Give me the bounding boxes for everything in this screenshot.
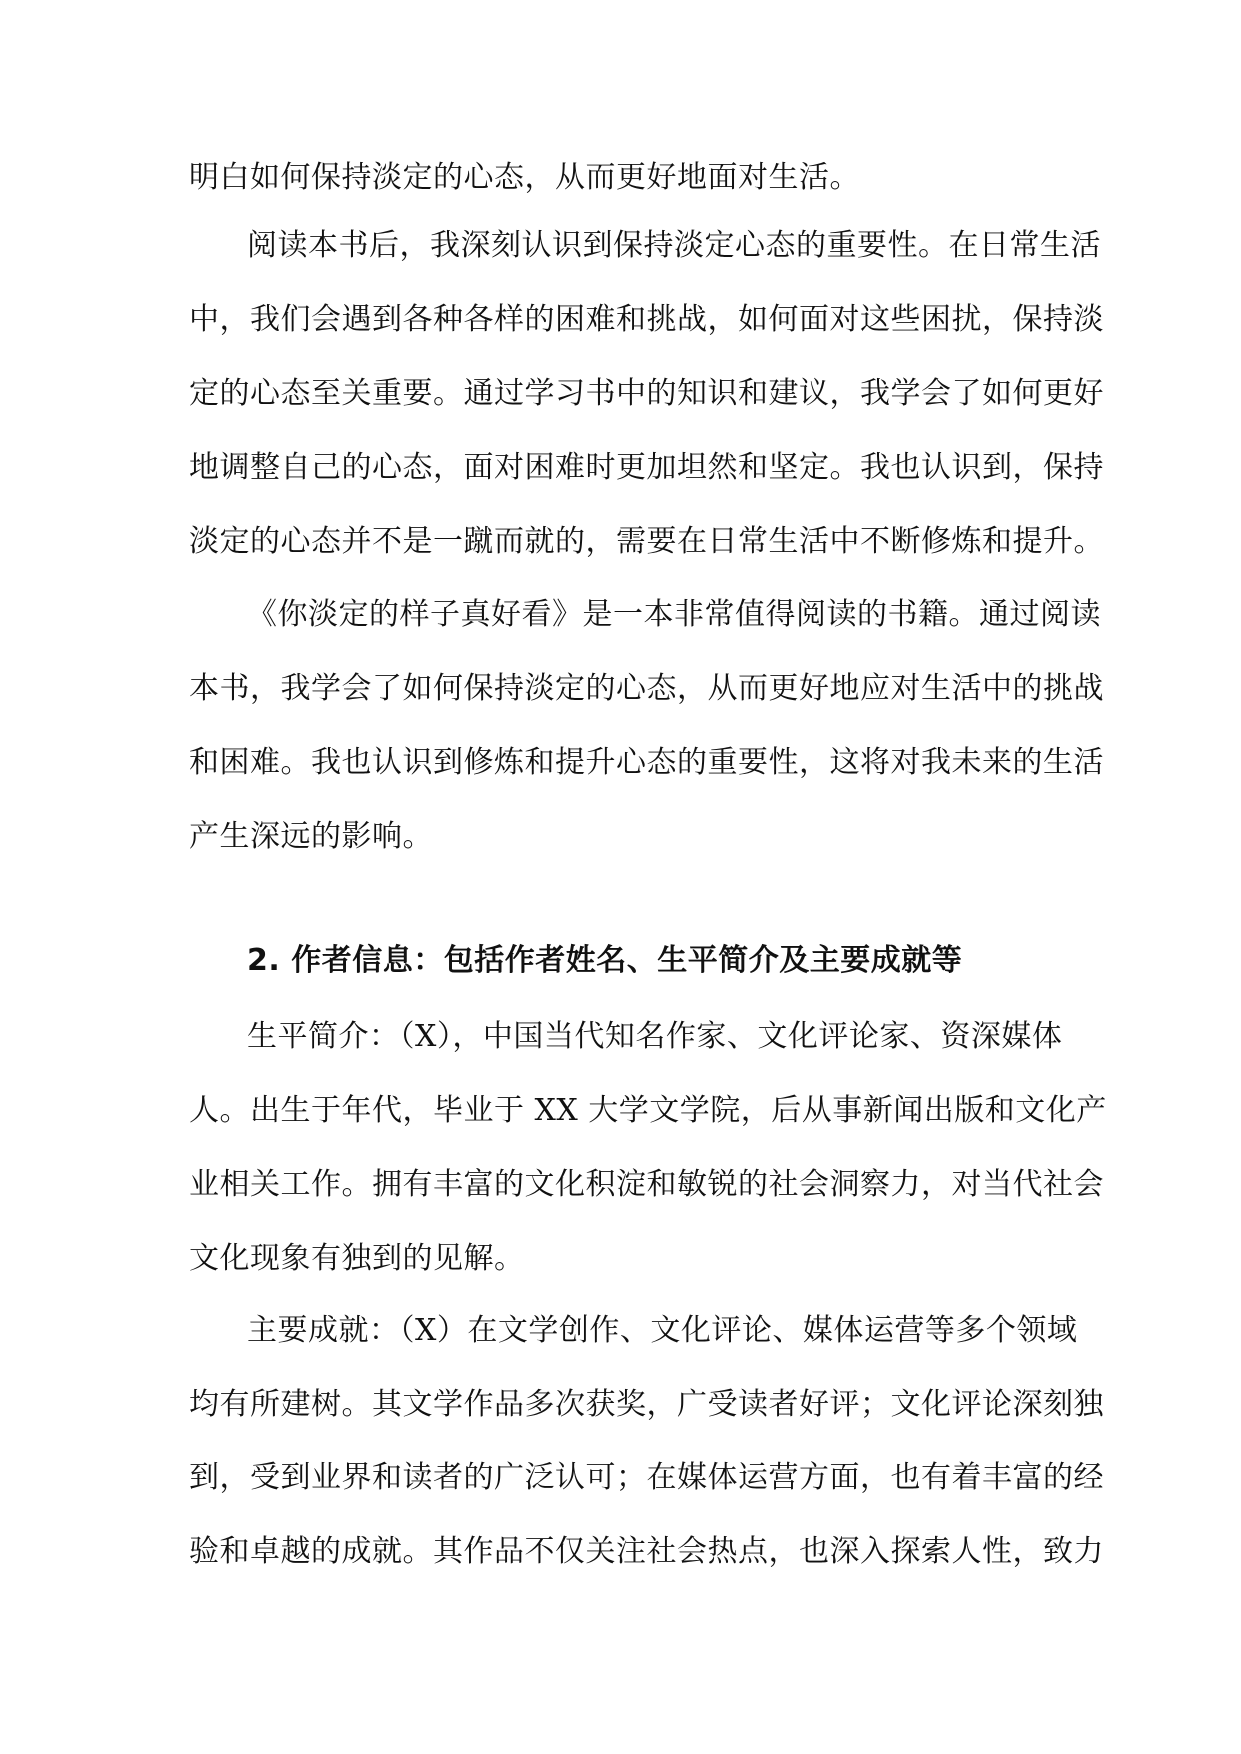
paragraph-line: 生平简介：（X），中国当代知名作家、文化评论家、资深媒体 bbox=[247, 1019, 1063, 1054]
paragraph-line: 明白如何保持淡定的心态，从而更好地面对生活。 bbox=[189, 160, 860, 195]
paragraph-line: 人。出生于年代，毕业于 XX 大学文学院，后从事新闻出版和文化产 bbox=[189, 1093, 1107, 1128]
paragraph-line: 到，受到业界和读者的广泛认可；在媒体运营方面，也有着丰富的经 bbox=[189, 1460, 1104, 1495]
paragraph-line: 文化现象有独到的见解。 bbox=[189, 1241, 525, 1276]
paragraph-line: 地调整自己的心态，面对困难时更加坦然和坚定。我也认识到，保持 bbox=[189, 450, 1104, 485]
paragraph-line: 中，我们会遇到各种各样的困难和挑战，如何面对这些困扰，保持淡 bbox=[189, 302, 1104, 337]
paragraph-line: 产生深远的影响。 bbox=[189, 819, 433, 854]
paragraph-line: 淡定的心态并不是一蹴而就的，需要在日常生活中不断修炼和提升。 bbox=[189, 524, 1104, 559]
paragraph-line: 阅读本书后，我深刻认识到保持淡定心态的重要性。在日常生活 bbox=[247, 228, 1101, 263]
paragraph-line: 《你淡定的样子真好看》是一本非常值得阅读的书籍。通过阅读 bbox=[247, 597, 1101, 632]
paragraph-line: 验和卓越的成就。其作品不仅关注社会热点，也深入探索人性，致力 bbox=[189, 1534, 1104, 1569]
paragraph-line: 主要成就：（X）在文学创作、文化评论、媒体运营等多个领域 bbox=[247, 1313, 1078, 1348]
paragraph-line: 业相关工作。拥有丰富的文化积淀和敏锐的社会洞察力，对当代社会 bbox=[189, 1167, 1104, 1202]
paragraph-line: 均有所建树。其文学作品多次获奖，广受读者好评；文化评论深刻独 bbox=[189, 1387, 1104, 1422]
paragraph-line: 定的心态至关重要。通过学习书中的知识和建议，我学会了如何更好 bbox=[189, 376, 1104, 411]
paragraph-line: 和困难。我也认识到修炼和提升心态的重要性，这将对我未来的生活 bbox=[189, 745, 1104, 780]
paragraph-line: 本书，我学会了如何保持淡定的心态，从而更好地应对生活中的挑战 bbox=[189, 671, 1104, 706]
section-heading: 2. 作者信息：包括作者姓名、生平简介及主要成就等 bbox=[247, 943, 963, 978]
